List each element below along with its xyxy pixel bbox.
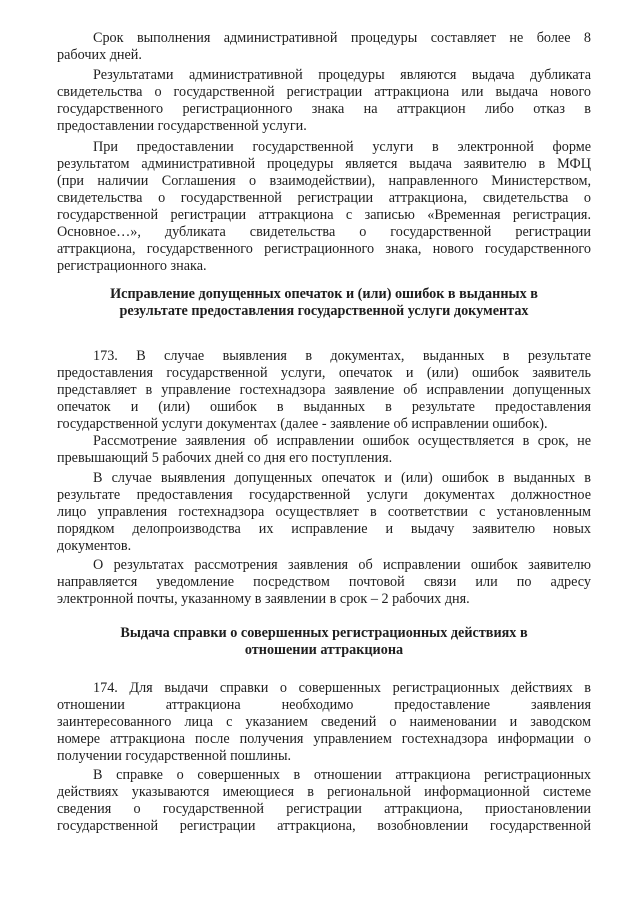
text-line: 173. В случае выявления в документах, выданных в результате	[93, 348, 591, 364]
text-line: О результатах рассмотрения заявления об исправлении ошибок заявителю	[93, 557, 591, 573]
text-line: сведения о государственной регистрации аттракциона, приостановлении	[57, 801, 591, 817]
text-line: представляет в управление гостехнадзора заявление об исправлении допущенных	[57, 382, 591, 398]
text-line: превышающий 5 рабочих дней со дня его поступления.	[57, 450, 393, 466]
text-line: 174. Для выдачи справки о совершенных регистрационных действиях в	[93, 680, 591, 696]
paragraph-review-term	[57, 433, 591, 467]
text-line: свидетельства о государственной регистрации аттракциона, свидетельства о	[57, 190, 591, 206]
text-line: свидетельства о государственной регистрации аттракциона или выдача нового	[57, 84, 591, 100]
text-line: номере аттракциона после получения управлением гостехнадзора информации о	[57, 731, 591, 747]
section-heading-corrections	[57, 286, 591, 320]
text-line: регистрационного знака.	[57, 258, 207, 274]
heading-line: результате предоставления государственной услуги документах	[119, 303, 529, 319]
heading-line: отношении аттракциона	[244, 642, 404, 658]
paragraph-174	[57, 680, 591, 765]
text-line: документов.	[57, 538, 132, 554]
paragraph-procedure-results	[57, 67, 591, 135]
text-line: Результатами административной процедуры являются выдача дубликата	[93, 67, 591, 83]
paragraph-electronic-form	[57, 139, 591, 275]
text-line: предоставления государственной услуги, опечаток и (или) ошибок заявитель	[57, 365, 591, 381]
text-line: направляется уведомление посредством почтовой связи или по адресу	[57, 574, 591, 590]
paragraph-procedure-term	[57, 30, 591, 64]
text-line: аттракциона, государственного регистрационного знака, нового государственного	[57, 241, 591, 257]
text-line: В справке о совершенных в отношении аттракциона регистрационных	[93, 767, 591, 783]
text-line: заинтересованного лица с указанием сведений о наименовании и заводском	[57, 714, 591, 730]
text-line: получении государственной пошлины.	[57, 748, 292, 764]
text-line: При предоставлении государственной услуги в электронной форме	[93, 139, 591, 155]
text-line: отношении аттракциона необходимо предоставление заявления	[57, 697, 591, 713]
heading-line: Исправление допущенных опечаток и (или) ошибок в выданных в	[110, 286, 538, 302]
text-line: действиях указываются имеющиеся в региональной информационной системе	[57, 784, 591, 800]
text-line: государственной услуги документах (далее - заявление об исправлении ошибок).	[57, 416, 548, 432]
section-heading-certificate	[57, 625, 591, 659]
text-line: Рассмотрение заявления об исправлении ошибок осуществляется в срок, не	[93, 433, 591, 449]
paragraph-173	[57, 348, 591, 433]
text-line: лицо управления гостехнадзора осуществляет в соответствии с установленным	[57, 504, 591, 520]
text-line: результатом административной процедуры является выдача заявителю в МФЦ	[57, 156, 591, 172]
text-line: рабочих дней.	[57, 47, 142, 63]
paragraph-notification	[57, 557, 591, 608]
text-line: Основное…», дубликата свидетельства о государственной регистрации	[57, 224, 591, 240]
text-line: государственной регистрации аттракциона, возобновлении государственной	[57, 818, 591, 834]
text-line: Срок выполнения административной процедуры составляет не более 8	[93, 30, 591, 46]
text-line: порядком делопроизводства их исправление и выдачу заявителю новых	[57, 521, 591, 537]
text-line: (при наличии Соглашения о взаимодействии), направленного Министерством,	[57, 173, 591, 189]
text-line: В случае выявления допущенных опечаток и (или) ошибок в выданных в	[93, 470, 591, 486]
text-line: предоставлении государственной услуги.	[57, 118, 307, 134]
text-line: государственного регистрационного знака на аттракцион либо отказ в	[57, 101, 591, 117]
text-line: электронной почты, указанному в заявлении в срок – 2 рабочих дня.	[57, 591, 470, 607]
paragraph-official-correction	[57, 470, 591, 555]
text-line: результате предоставления государственной услуги документах должностное	[57, 487, 591, 503]
text-line: опечаток и (или) ошибок в выданных в результате предоставления	[57, 399, 591, 415]
heading-line: Выдача справки о совершенных регистрационных действиях в	[120, 625, 528, 641]
text-line: государственной регистрации аттракциона с записью «Временная регистрация.	[57, 207, 591, 223]
paragraph-certificate-contents	[57, 767, 591, 835]
